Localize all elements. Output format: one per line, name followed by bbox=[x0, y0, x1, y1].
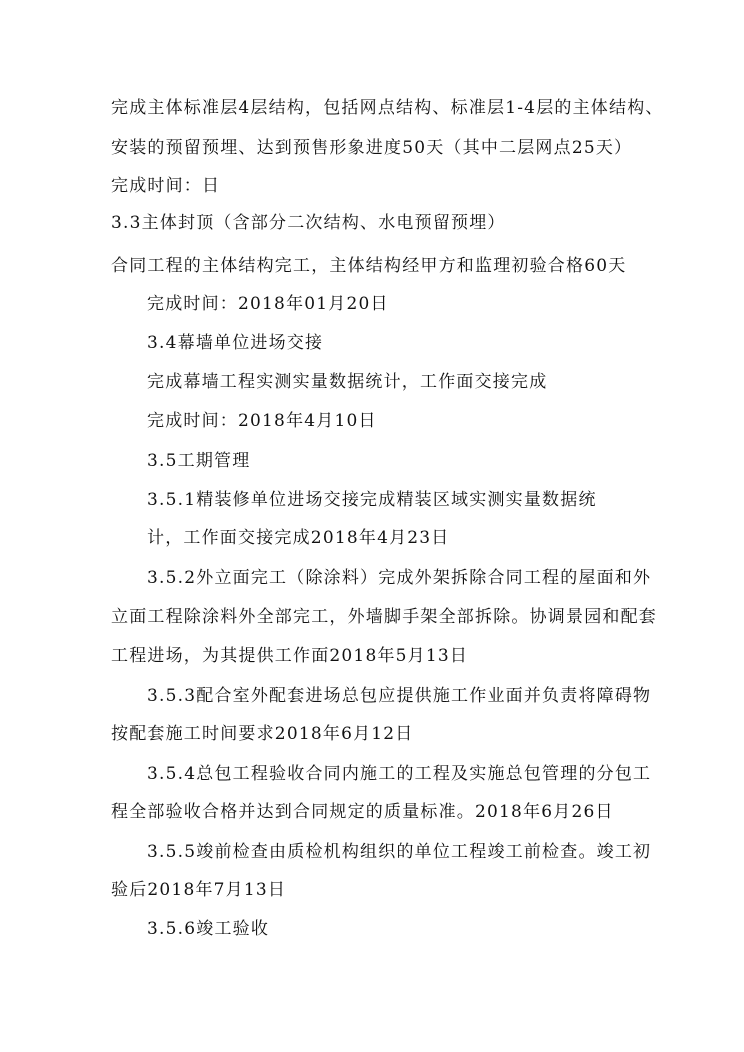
subsection-3-5-2: 3.5.2外立面完工（除涂料）完成外架拆除合同工程的屋面和外 bbox=[147, 568, 652, 588]
body-line: 验后2018年7月13日 bbox=[111, 880, 287, 900]
body-line: 工程进场，为其提供工作面2018年5月13日 bbox=[111, 646, 469, 666]
completion-time-line: 完成时间：2018年4月10日 bbox=[147, 411, 377, 431]
subsection-3-5-6: 3.5.6竣工验收 bbox=[147, 919, 270, 939]
subsection-3-5-5: 3.5.5竣前检查由质检机构组织的单位工程竣工前检查。竣工初 bbox=[147, 842, 652, 862]
body-line: 完成主体标准层4层结构，包括网点结构、标准层1-4层的主体结构、 bbox=[111, 98, 664, 118]
section-heading-3-5: 3.5工期管理 bbox=[147, 451, 251, 471]
subsection-3-5-3: 3.5.3配合室外配套进场总包应提供施工作业面并负责将障碍物 bbox=[147, 686, 652, 706]
completion-time-line: 完成时间：日 bbox=[111, 176, 221, 196]
body-line: 按配套施工时间要求2018年6月12日 bbox=[111, 724, 414, 744]
body-line: 安装的预留预埋、达到预售形象进度50天（其中二层网点25天） bbox=[111, 138, 633, 158]
completion-time-line: 完成时间：2018年01月20日 bbox=[147, 294, 389, 314]
subsection-3-5-1: 3.5.1精装修单位进场交接完成精装区域实测实量数据统 bbox=[147, 490, 597, 510]
body-line: 合同工程的主体结构完工，主体结构经甲方和监理初验合格60天 bbox=[111, 256, 627, 276]
subsection-3-5-4: 3.5.4总包工程验收合同内施工的工程及实施总包管理的分包工 bbox=[147, 764, 652, 784]
body-line: 计，工作面交接完成2018年4月23日 bbox=[147, 528, 450, 548]
section-heading-3-3: 3.3主体封顶（含部分二次结构、水电预留预埋） bbox=[111, 213, 506, 233]
body-line: 完成幕墙工程实测实量数据统计，工作面交接完成 bbox=[147, 372, 548, 392]
body-line: 程全部验收合格并达到合同规定的质量标准。2018年6月26日 bbox=[111, 802, 614, 822]
section-heading-3-4: 3.4幕墙单位进场交接 bbox=[147, 333, 324, 353]
body-line: 立面工程除涂料外全部完工，外墙脚手架全部拆除。协调景园和配套 bbox=[111, 607, 657, 627]
